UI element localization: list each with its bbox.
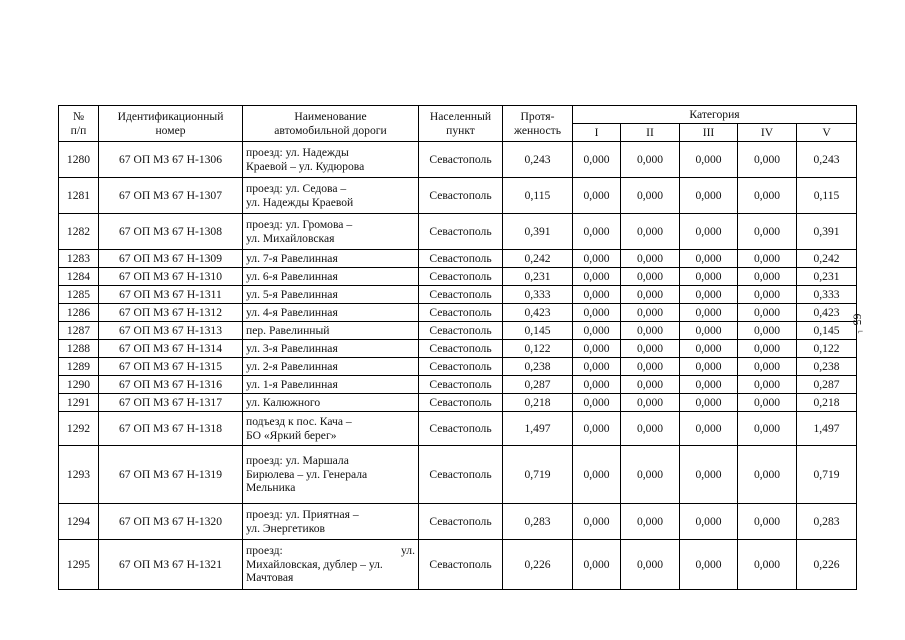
table-row xyxy=(59,286,857,304)
header-cat-3: III xyxy=(680,124,738,142)
road-length: 0,231 xyxy=(503,268,573,286)
road-name-line: ул. Калюжного xyxy=(246,395,321,409)
category-2-length: 0,000 xyxy=(621,250,680,268)
road-name-part: проезд: xyxy=(246,543,283,557)
category-4-length: 0,000 xyxy=(738,446,797,504)
row-number: 1285 xyxy=(59,286,99,304)
table-row xyxy=(59,504,857,540)
road-identifier: 67 ОП МЗ 67 Н-1319 xyxy=(99,446,243,504)
category-4-length: 0,000 xyxy=(738,268,797,286)
road-name-line: Краевой – ул. Кудюрова xyxy=(246,159,365,173)
category-1-length: 0,000 xyxy=(573,504,621,540)
row-number: 1289 xyxy=(59,358,99,376)
locality: Севастополь xyxy=(419,358,503,376)
road-identifier: 67 ОП МЗ 67 Н-1309 xyxy=(99,250,243,268)
category-2-length: 0,000 xyxy=(621,268,680,286)
road-name xyxy=(243,394,419,412)
header-name xyxy=(243,106,419,142)
header-id xyxy=(99,106,243,142)
header-cat-1: I xyxy=(573,124,621,142)
category-3-length: 0,000 xyxy=(680,412,738,446)
locality: Севастополь xyxy=(419,340,503,358)
row-number: 1290 xyxy=(59,376,99,394)
locality: Севастополь xyxy=(419,504,503,540)
road-name xyxy=(243,178,419,214)
locality: Севастополь xyxy=(419,178,503,214)
category-1-length: 0,000 xyxy=(573,322,621,340)
header-num xyxy=(59,106,99,142)
road-name xyxy=(243,304,419,322)
table-row xyxy=(59,322,857,340)
road-identifier: 67 ОП МЗ 67 Н-1317 xyxy=(99,394,243,412)
category-4-length: 0,000 xyxy=(738,540,797,590)
road-length: 0,287 xyxy=(503,376,573,394)
row-number: 1281 xyxy=(59,178,99,214)
category-5-length: 0,333 xyxy=(797,286,857,304)
road-name xyxy=(243,504,419,540)
road-name xyxy=(243,322,419,340)
category-1-length: 0,000 xyxy=(573,358,621,376)
row-number: 1292 xyxy=(59,412,99,446)
road-name-line: проезд: ул. Громова – xyxy=(246,217,353,231)
road-name-part: ул. xyxy=(401,543,415,557)
road-length: 0,719 xyxy=(503,446,573,504)
road-length: 0,218 xyxy=(503,394,573,412)
category-5-length: 0,226 xyxy=(797,540,857,590)
road-length: 0,333 xyxy=(503,286,573,304)
road-length: 0,226 xyxy=(503,540,573,590)
road-name xyxy=(243,358,419,376)
locality: Севастополь xyxy=(419,394,503,412)
road-identifier: 67 ОП МЗ 67 Н-1318 xyxy=(99,412,243,446)
road-name xyxy=(243,250,419,268)
table-row xyxy=(59,340,857,358)
road-length: 0,391 xyxy=(503,214,573,250)
category-4-length: 0,000 xyxy=(738,376,797,394)
row-number: 1294 xyxy=(59,504,99,540)
row-number: 1286 xyxy=(59,304,99,322)
table-row xyxy=(59,358,857,376)
category-1-length: 0,000 xyxy=(573,142,621,178)
header-id-text: Идентификационный номер xyxy=(117,109,224,137)
header-locality xyxy=(419,106,503,142)
category-1-length: 0,000 xyxy=(573,286,621,304)
road-length: 0,115 xyxy=(503,178,573,214)
category-1-length: 0,000 xyxy=(573,250,621,268)
header-cat-4: IV xyxy=(738,124,797,142)
table-row xyxy=(59,142,857,178)
category-5-length: 0,719 xyxy=(797,446,857,504)
road-name xyxy=(243,376,419,394)
locality: Севастополь xyxy=(419,142,503,178)
category-2-length: 0,000 xyxy=(621,358,680,376)
category-4-length: 0,000 xyxy=(738,394,797,412)
table-row xyxy=(59,446,857,504)
category-4-length: 0,000 xyxy=(738,340,797,358)
locality: Севастополь xyxy=(419,214,503,250)
road-length: 0,242 xyxy=(503,250,573,268)
category-4-length: 0,000 xyxy=(738,214,797,250)
header-category: Категория xyxy=(573,106,857,124)
road-name xyxy=(243,214,419,250)
header-num-text: № п/п xyxy=(70,109,87,137)
road-identifier: 67 ОП МЗ 67 Н-1311 xyxy=(99,286,243,304)
category-2-length: 0,000 xyxy=(621,376,680,394)
road-length: 0,238 xyxy=(503,358,573,376)
table-row xyxy=(59,250,857,268)
road-identifier: 67 ОП МЗ 67 Н-1312 xyxy=(99,304,243,322)
category-5-length: 0,391 xyxy=(797,214,857,250)
road-name-line: проезд: ул. Маршала xyxy=(246,453,349,467)
category-2-length: 0,000 xyxy=(621,322,680,340)
category-3-length: 0,000 xyxy=(680,340,738,358)
roads-table xyxy=(58,105,857,590)
category-5-length: 0,242 xyxy=(797,250,857,268)
category-3-length: 0,000 xyxy=(680,394,738,412)
road-name xyxy=(243,446,419,504)
road-name-line: проезд: ул. Седова – xyxy=(246,181,347,195)
table-row xyxy=(59,304,857,322)
road-name-line: ул. 2-я Равелинная xyxy=(246,359,338,373)
row-number: 1293 xyxy=(59,446,99,504)
table-row xyxy=(59,540,857,590)
locality: Севастополь xyxy=(419,322,503,340)
category-4-length: 0,000 xyxy=(738,178,797,214)
category-3-length: 0,000 xyxy=(680,286,738,304)
road-name xyxy=(243,268,419,286)
category-4-length: 0,000 xyxy=(738,142,797,178)
road-name-line: ул. 3-я Равелинная xyxy=(246,341,338,355)
locality: Севастополь xyxy=(419,412,503,446)
category-1-length: 0,000 xyxy=(573,412,621,446)
category-1-length: 0,000 xyxy=(573,376,621,394)
category-4-length: 0,000 xyxy=(738,358,797,376)
locality: Севастополь xyxy=(419,250,503,268)
road-length: 0,283 xyxy=(503,504,573,540)
road-identifier: 67 ОП МЗ 67 Н-1313 xyxy=(99,322,243,340)
category-2-length: 0,000 xyxy=(621,394,680,412)
category-5-length: 0,243 xyxy=(797,142,857,178)
road-identifier: 67 ОП МЗ 67 Н-1316 xyxy=(99,376,243,394)
locality: Севастополь xyxy=(419,304,503,322)
category-3-length: 0,000 xyxy=(680,446,738,504)
road-identifier: 67 ОП МЗ 67 Н-1321 xyxy=(99,540,243,590)
table-row xyxy=(59,376,857,394)
category-4-length: 0,000 xyxy=(738,304,797,322)
road-name xyxy=(243,412,419,446)
road-name xyxy=(243,340,419,358)
table-row xyxy=(59,214,857,250)
road-length: 0,122 xyxy=(503,340,573,358)
category-3-length: 0,000 xyxy=(680,268,738,286)
road-name-line: ул. 7-я Равелинная xyxy=(246,251,338,265)
category-5-length: 0,238 xyxy=(797,358,857,376)
road-name-line: ул. Энергетиков xyxy=(246,521,326,535)
category-1-length: 0,000 xyxy=(573,268,621,286)
category-2-length: 0,000 xyxy=(621,142,680,178)
row-number: 1287 xyxy=(59,322,99,340)
road-name-line: ул. 4-я Равелинная xyxy=(246,305,338,319)
road-name-line: ул. 1-я Равелинная xyxy=(246,377,338,391)
road-identifier: 67 ОП МЗ 67 Н-1310 xyxy=(99,268,243,286)
road-length: 1,497 xyxy=(503,412,573,446)
locality: Севастополь xyxy=(419,376,503,394)
header-cat-5: V xyxy=(797,124,857,142)
category-5-length: 0,283 xyxy=(797,504,857,540)
road-name-line: подъезд к пос. Кача – xyxy=(246,414,352,428)
table-row xyxy=(59,412,857,446)
road-name xyxy=(243,540,419,590)
header-locality-text: Населенный пункт xyxy=(429,109,492,137)
road-identifier: 67 ОП МЗ 67 Н-1306 xyxy=(99,142,243,178)
category-3-length: 0,000 xyxy=(680,250,738,268)
category-4-length: 0,000 xyxy=(738,250,797,268)
road-name-line: Михайловская, дублер – ул. xyxy=(246,557,383,571)
road-length: 0,145 xyxy=(503,322,573,340)
row-number: 1282 xyxy=(59,214,99,250)
category-5-length: 0,287 xyxy=(797,376,857,394)
category-3-length: 0,000 xyxy=(680,376,738,394)
header-cat-2: II xyxy=(621,124,680,142)
road-identifier: 67 ОП МЗ 67 Н-1315 xyxy=(99,358,243,376)
category-5-length: 0,423 xyxy=(797,304,857,322)
road-name-line: Мельника xyxy=(246,481,296,495)
road-identifier: 67 ОП МЗ 67 Н-1308 xyxy=(99,214,243,250)
category-4-length: 0,000 xyxy=(738,412,797,446)
category-2-length: 0,000 xyxy=(621,286,680,304)
road-name xyxy=(243,142,419,178)
locality: Севастополь xyxy=(419,268,503,286)
table-row xyxy=(59,394,857,412)
row-number: 1284 xyxy=(59,268,99,286)
locality: Севастополь xyxy=(419,540,503,590)
category-3-length: 0,000 xyxy=(680,358,738,376)
category-4-length: 0,000 xyxy=(738,504,797,540)
road-name-line: пер. Равелинный xyxy=(246,323,330,337)
category-3-length: 0,000 xyxy=(680,304,738,322)
table-row xyxy=(59,268,857,286)
side-bracket-mark: ⌐ xyxy=(858,326,864,336)
row-number: 1280 xyxy=(59,142,99,178)
road-name-line: ул. Михайловская xyxy=(246,231,335,245)
category-1-length: 0,000 xyxy=(573,178,621,214)
category-3-length: 0,000 xyxy=(680,142,738,178)
header-length xyxy=(503,106,573,142)
road-name-line: ул. Надежды Краевой xyxy=(246,195,354,209)
road-identifier: 67 ОП МЗ 67 Н-1320 xyxy=(99,504,243,540)
road-name-line: проезд: ул. Приятная – xyxy=(246,507,359,521)
road-name-line: БО «Яркий берег» xyxy=(246,428,337,442)
category-4-length: 0,000 xyxy=(738,322,797,340)
header-length-text: Протя- женность xyxy=(514,109,561,137)
category-2-length: 0,000 xyxy=(621,340,680,358)
category-1-length: 0,000 xyxy=(573,214,621,250)
category-2-length: 0,000 xyxy=(621,214,680,250)
row-number: 1291 xyxy=(59,394,99,412)
locality: Севастополь xyxy=(419,286,503,304)
category-2-length: 0,000 xyxy=(621,504,680,540)
road-name-line xyxy=(246,544,415,558)
category-2-length: 0,000 xyxy=(621,412,680,446)
road-name-line: ул. 6-я Равелинная xyxy=(246,269,338,283)
category-5-length: 1,497 xyxy=(797,412,857,446)
road-name-line: Бирюлева – ул. Генерала xyxy=(246,467,368,481)
category-3-length: 0,000 xyxy=(680,322,738,340)
category-3-length: 0,000 xyxy=(680,504,738,540)
road-name xyxy=(243,286,419,304)
side-page-number: 65 xyxy=(850,313,865,326)
category-3-length: 0,000 xyxy=(680,214,738,250)
category-1-length: 0,000 xyxy=(573,394,621,412)
road-length: 0,423 xyxy=(503,304,573,322)
category-5-length: 0,218 xyxy=(797,394,857,412)
locality: Севастополь xyxy=(419,446,503,504)
category-5-length: 0,145 xyxy=(797,322,857,340)
row-number: 1288 xyxy=(59,340,99,358)
category-2-length: 0,000 xyxy=(621,446,680,504)
category-5-length: 0,122 xyxy=(797,340,857,358)
row-number: 1283 xyxy=(59,250,99,268)
road-identifier: 67 ОП МЗ 67 Н-1314 xyxy=(99,340,243,358)
category-1-length: 0,000 xyxy=(573,446,621,504)
category-1-length: 0,000 xyxy=(573,340,621,358)
table-row xyxy=(59,178,857,214)
category-5-length: 0,231 xyxy=(797,268,857,286)
road-name-line: проезд: ул. Надежды xyxy=(246,145,349,159)
table-body xyxy=(59,142,857,590)
category-1-length: 0,000 xyxy=(573,304,621,322)
category-3-length: 0,000 xyxy=(680,178,738,214)
road-name-line: ул. 5-я Равелинная xyxy=(246,287,338,301)
category-3-length: 0,000 xyxy=(680,540,738,590)
category-1-length: 0,000 xyxy=(573,540,621,590)
category-2-length: 0,000 xyxy=(621,178,680,214)
road-name-line: Мачтовая xyxy=(246,571,294,585)
road-length: 0,243 xyxy=(503,142,573,178)
category-2-length: 0,000 xyxy=(621,304,680,322)
row-number: 1295 xyxy=(59,540,99,590)
road-identifier: 67 ОП МЗ 67 Н-1307 xyxy=(99,178,243,214)
category-4-length: 0,000 xyxy=(738,286,797,304)
header-name-text: Наименование автомобильной дороги xyxy=(274,109,387,137)
category-5-length: 0,115 xyxy=(797,178,857,214)
category-2-length: 0,000 xyxy=(621,540,680,590)
